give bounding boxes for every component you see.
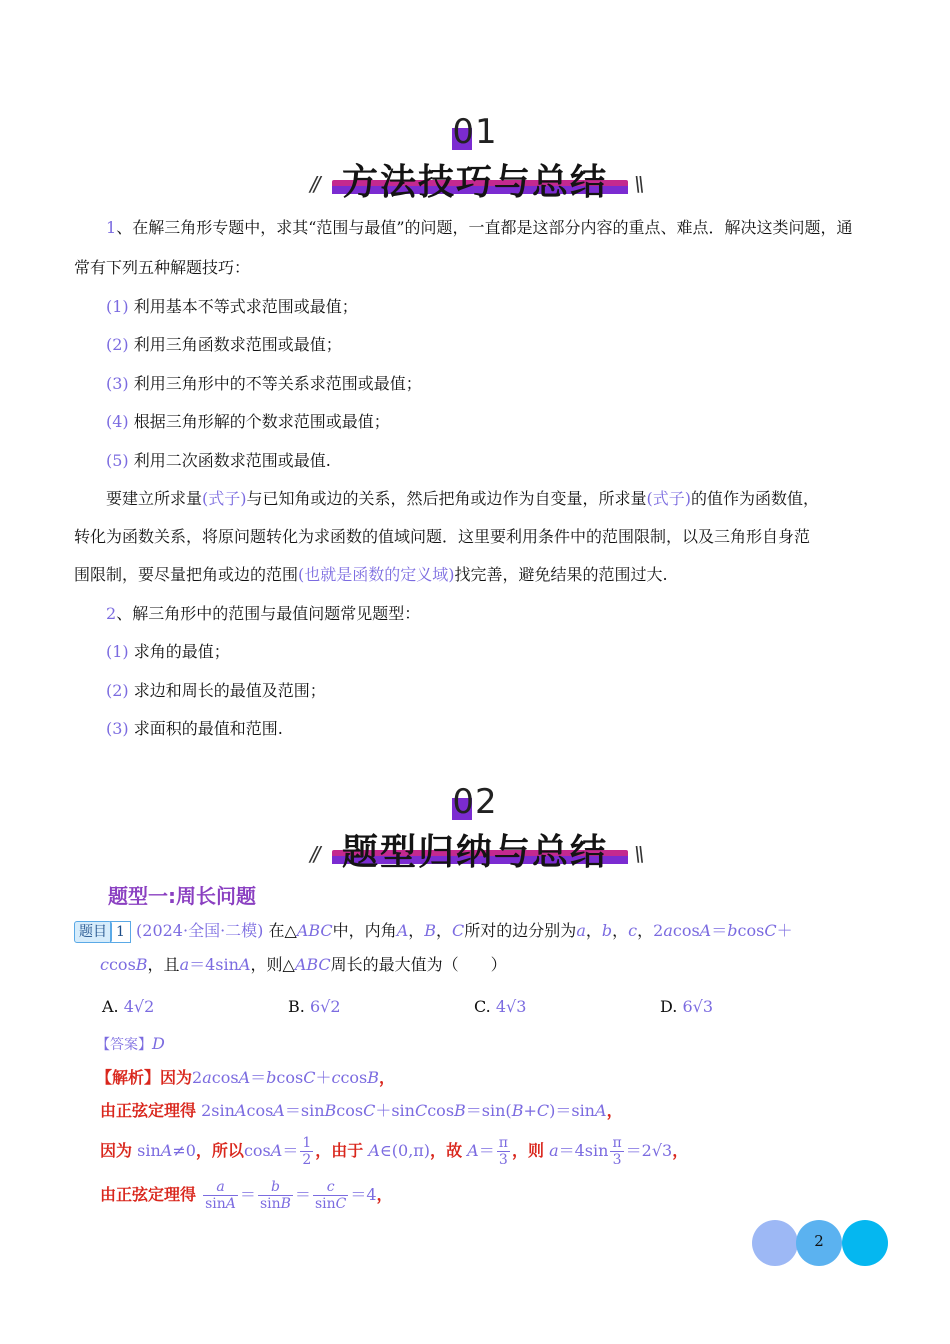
item-number: (5) bbox=[106, 451, 129, 470]
option-c[interactable] bbox=[474, 996, 526, 1018]
solution-text: 因为 bbox=[160, 1068, 193, 1087]
item-number: (2) bbox=[106, 335, 129, 354]
section-number: 01 bbox=[452, 112, 498, 152]
section-title: 题型归纳与总结 bbox=[341, 832, 608, 873]
paragraph-text: 要建立所求量 bbox=[106, 489, 203, 508]
solution-text: 由于 bbox=[331, 1141, 364, 1160]
option-label: C. bbox=[474, 997, 491, 1016]
intro-paragraph-2-cont: 转化为函数关系，将原问题转化为求函数的值域问题．这里要利用条件中的范围限制，以及三角形自身范 bbox=[74, 527, 811, 546]
stem-text: 周长的最大值为（ ） bbox=[330, 955, 507, 974]
item-number: 2 bbox=[106, 604, 117, 623]
technique-item bbox=[106, 373, 422, 395]
item-number: (1) bbox=[106, 642, 129, 661]
solution-text: 所以 bbox=[211, 1141, 244, 1160]
intro-paragraph-1 bbox=[106, 217, 853, 239]
fraction: $\frac{c}{\sin C}$ bbox=[314, 1179, 347, 1212]
solution-line-1: 【解析】因为2acosA＝bcosC＋ccosB， bbox=[96, 1068, 396, 1087]
intro-paragraph-3 bbox=[106, 603, 420, 625]
problem-stem-line2: ccosB，且a＝4sinA，则△ABC周长的最大值为（ ） bbox=[100, 955, 507, 974]
item-number: (3) bbox=[106, 374, 129, 393]
technique-item bbox=[106, 411, 390, 433]
item-text: 求边和周长的最值及范围； bbox=[133, 681, 326, 700]
fraction: $\frac{1}{2}$ bbox=[302, 1135, 312, 1168]
technique-item bbox=[106, 334, 342, 356]
option-label: B. bbox=[288, 997, 305, 1016]
problem-tag: 题目 bbox=[74, 921, 112, 943]
solution-text: 由正弦定理得 bbox=[100, 1101, 197, 1120]
paragraph-text: 、解三角形中的范围与最值问题常见题型： bbox=[116, 604, 421, 623]
option-b[interactable] bbox=[288, 996, 341, 1018]
type-item bbox=[106, 718, 283, 740]
fraction: $\frac{\pi}{3}$ bbox=[612, 1135, 622, 1168]
item-number: (3) bbox=[106, 719, 129, 738]
paragraph-text: 找完善，避免结果的范围过大. bbox=[454, 565, 668, 584]
solution-text: 则 bbox=[527, 1141, 544, 1160]
item-text: 利用三角函数求范围或最值； bbox=[133, 335, 342, 354]
item-text: 利用二次函数求范围或最值. bbox=[133, 451, 331, 470]
problem-source: (2024·全国·二模) bbox=[136, 921, 264, 940]
option-value: 6√2 bbox=[309, 997, 341, 1016]
paragraph-text: 与已知角或边的关系，然后把角或边作为自变量，所求量 bbox=[246, 489, 647, 508]
banner-right-slash: \\ bbox=[634, 172, 642, 196]
section-banner-02 bbox=[0, 782, 950, 892]
intro-paragraph-2 bbox=[106, 488, 819, 510]
item-number: (1) bbox=[106, 297, 129, 316]
stem-text: 在△ bbox=[268, 921, 297, 940]
option-value: 6√3 bbox=[682, 997, 713, 1016]
option-value: 4√2 bbox=[123, 997, 155, 1016]
option-a[interactable] bbox=[102, 996, 154, 1018]
type-item bbox=[106, 641, 230, 663]
technique-item bbox=[106, 450, 331, 472]
page-deco-circle-left bbox=[752, 1220, 798, 1266]
paren-text: (式子) bbox=[646, 489, 692, 508]
section-banner-01 bbox=[0, 112, 950, 222]
intro-paragraph-2-cont bbox=[74, 564, 668, 586]
fraction: $\frac{\pi}{3}$ bbox=[498, 1135, 508, 1168]
solution-text: 因为 bbox=[100, 1141, 133, 1160]
banner-left-slash: // bbox=[310, 172, 318, 196]
section-number: 02 bbox=[452, 782, 498, 822]
technique-item bbox=[106, 296, 358, 318]
option-label: A. bbox=[102, 997, 119, 1016]
item-text: 求面积的最值和范围. bbox=[133, 719, 283, 738]
math-inline: ABC bbox=[296, 921, 333, 940]
item-text: 求角的最值； bbox=[133, 642, 230, 661]
solution-line-4: 由正弦定理得 $\frac{a}{\sin A}$ ＝ $\frac{b}{\sin B}$ ＝ $\frac{c}{\sin C}$ ＝4， bbox=[100, 1179, 393, 1212]
option-value: 4√3 bbox=[495, 997, 527, 1016]
section-title: 方法技巧与总结 bbox=[341, 162, 608, 203]
item-number: 1 bbox=[106, 218, 117, 237]
solution-label: 【解析】 bbox=[96, 1068, 161, 1087]
solution-line-3: 因为 sinA≠0，所以cosA＝ $\frac{1}{2}$ ，由于 A∈(0,π)，故 A＝ $\frac{\pi}{3}$ ，则 a＝4sin $\frac{\pi}{3}$ ＝2√3， bbox=[100, 1135, 689, 1168]
answer-label: 【答案】 bbox=[96, 1037, 152, 1053]
item-text: 利用基本不等式求范围或最值； bbox=[133, 297, 358, 316]
fraction: $\frac{a}{\sin A}$ bbox=[205, 1179, 236, 1212]
paragraph-text: 的值作为函数值， bbox=[691, 489, 820, 508]
page-number: 2 bbox=[814, 1232, 824, 1250]
solution-line-2: 由正弦定理得 2sinAcosA＝sinBcosC＋sinCcosB＝sin(B+C)＝sinA， bbox=[100, 1101, 623, 1120]
answer-line bbox=[96, 1033, 165, 1056]
type-item bbox=[106, 680, 326, 702]
paragraph-text: 、在解三角形专题中，求其“范围与最值”的问题，一直都是这部分内容的重点、难点．解决这类问题，通 bbox=[116, 218, 853, 237]
page-deco-circle-right bbox=[842, 1220, 888, 1266]
stem-text: 中，内角 bbox=[332, 921, 397, 940]
solution-text: 由正弦定理得 bbox=[100, 1185, 197, 1204]
paren-text: (也就是函数的定义域) bbox=[298, 565, 455, 584]
intro-paragraph-1-cont: 常有下列五种解题技巧： bbox=[74, 258, 251, 277]
paren-text: (式子) bbox=[202, 489, 247, 508]
banner-right-slash: \\ bbox=[634, 842, 642, 866]
type-heading: 题型一:周长问题 bbox=[108, 884, 256, 908]
paragraph-text: 围限制，要尽量把角或边的范围 bbox=[74, 565, 299, 584]
item-number: (2) bbox=[106, 681, 129, 700]
option-d[interactable] bbox=[660, 996, 713, 1018]
solution-text: 故 bbox=[446, 1141, 463, 1160]
item-text: 根据三角形解的个数求范围或最值； bbox=[133, 412, 390, 431]
banner-left-slash: // bbox=[310, 842, 318, 866]
problem-stem-line1: 题目 1 (2024·全国·二模) 在△ABC中，内角A，B，C所对的边分别为a，b，c，2acosA＝bcosC＋ bbox=[74, 920, 793, 943]
option-label: D. bbox=[660, 997, 678, 1016]
item-text: 利用三角形中的不等关系求范围或最值； bbox=[133, 374, 422, 393]
answer-value: D bbox=[152, 1034, 165, 1053]
item-number: (4) bbox=[106, 412, 129, 431]
problem-tag-number: 1 bbox=[110, 921, 131, 943]
fraction: $\frac{b}{\sin B}$ bbox=[259, 1179, 291, 1212]
